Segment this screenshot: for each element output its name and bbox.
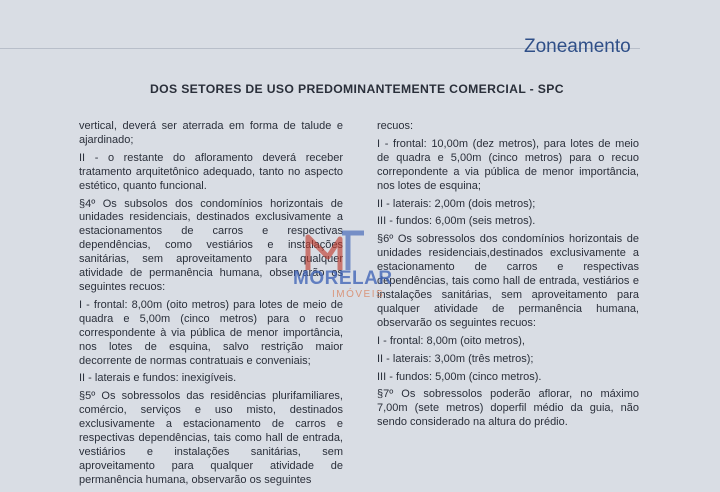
paragraph: recuos: bbox=[377, 120, 414, 132]
paragraph: vertical, deverá ser aterrada em forma de talude e ajardinado; bbox=[79, 120, 343, 146]
paragraph: III - fundos: 6,00m (seis metros). bbox=[377, 215, 536, 228]
paragraph: §4º Os subsolos dos condomínios horizontais de unidades residenciais, destinados exclusivamente a estacionamentos de carros e respectivas dependências, como vestiários e instalações sanitárias, sem aproveitamento para qualquer atividade de permanência humana, observarão os seguintes recuos: bbox=[79, 197, 343, 293]
paragraph: III - fundos: 5,00m (cinco metros). bbox=[377, 370, 542, 383]
paragraph: II - laterais e fundos: inexigíveis. bbox=[79, 372, 237, 385]
paragraph: §6º Os sobressolos dos condomínios horizontais de unidades residenciais,destinados exclusivamente a estacionamento de carros e respectivas dependências, tais como hall de entrada, vestiários e instalações sanitárias, sem aproveitamento para qualquer atividade de permanência humana, observarão os seguintes recuos: bbox=[377, 233, 639, 329]
right-text-column bbox=[377, 120, 640, 429]
paragraph: I - frontal: 10,00m (dez metros), para lotes de meio de quadra e 5,00m (cinco metros) para o recuo correpondente a via pública de menor importância, nos lotes de esquina; bbox=[377, 137, 639, 192]
paragraph: II - o restante do afloramento deverá receber tratamento arquitetônico adequado, tanto no aspecto estético, quanto funcional. bbox=[79, 151, 343, 192]
brand-title: Zoneamento bbox=[524, 36, 631, 57]
paragraph: I - frontal: 8,00m (oito metros), bbox=[377, 334, 525, 347]
watermark-subtitle: IMÓVEIS bbox=[332, 289, 385, 300]
paragraph: §5º Os sobressolos das residências plurifamiliares, comércio, serviços e uso misto, destinados exclusivamente a estacionamento de carros e respectivas dependências, tais como hall de entrada, vestiários e instalações sanitárias, sem aproveitamento para qualquer atividade de permanência humana, observarão os seguintes bbox=[79, 390, 343, 486]
paragraph: §7º Os sobressolos poderão aflorar, no máximo 7,00m (sete metros) doperfil médio da guia, não sendo considerado na altura do prédio. bbox=[377, 388, 639, 429]
paragraph: II - laterais: 2,00m (dois metros); bbox=[377, 197, 536, 210]
paragraph: II - laterais: 3,00m (três metros); bbox=[377, 352, 534, 365]
watermark-name: MORELAR bbox=[293, 268, 393, 289]
left-text-column bbox=[79, 120, 343, 492]
section-title: DOS SETORES DE USO PREDOMINANTEMENTE COMERCIAL - SPC bbox=[150, 82, 564, 96]
paragraph: I - frontal: 8,00m (oito metros) para lotes de meio de quadra e 5,00m (cinco metros) para o recuo correspondente à via pública de menor importância, nos lotes de esquina, salvo restrição maior decorrente de normas contratuais e conveniais; bbox=[79, 298, 343, 367]
